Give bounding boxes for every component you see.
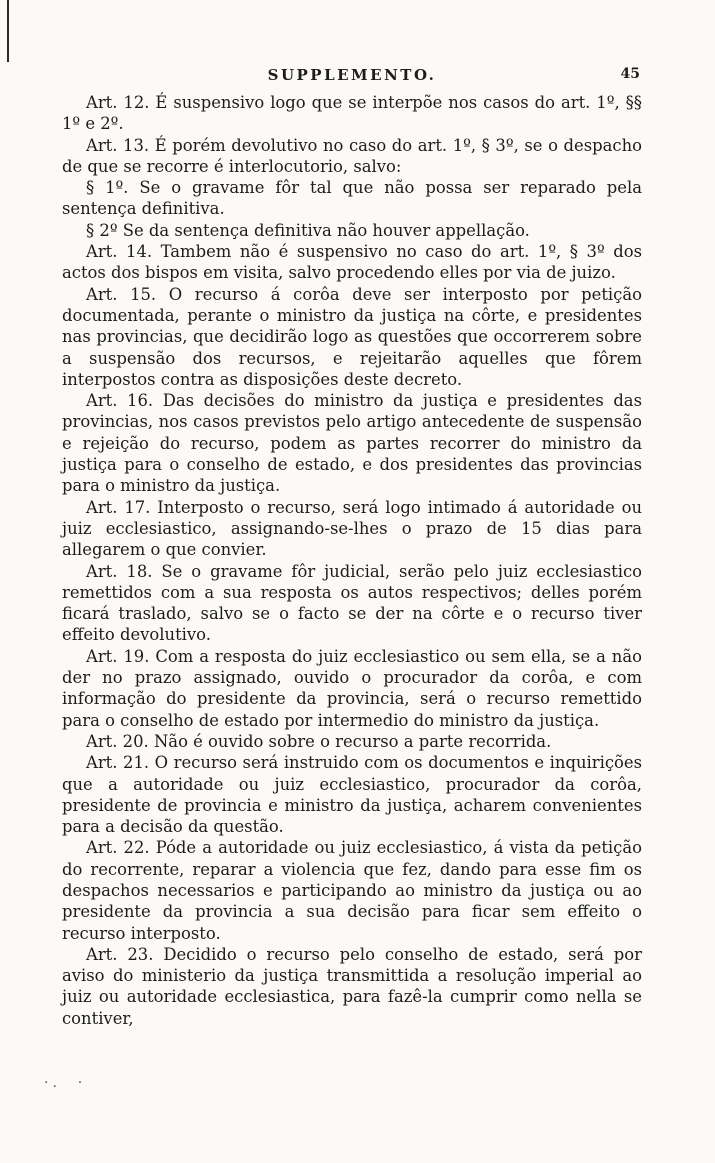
- running-header: [62, 66, 642, 88]
- article-18: Art. 18. Se o gravame fôr judicial, serão pelo juiz ecclesiastico remettidos com a sua resposta os autos respectivos; delles porém ficará traslado, salvo se o facto se der na côrte e o recurso tiver effeito devolutivo.: [62, 561, 642, 645]
- article-19: Art. 19. Com a resposta do juiz ecclesiastico ou sem ella, se a não der no prazo assignado, ouvido o procurador da corôa, e com informação do presidente da provincia, será o recurso remettido para o conselho de estado por intermedio do ministro da justiça.: [62, 646, 642, 730]
- article-21: Art. 21. O recurso será instruido com os documentos e inquirições que a autoridade ou juiz ecclesiastico, procurador da corôa, presidente de provincia e ministro da justiça, acharem convenientes para a decisão da questão.: [62, 753, 642, 837]
- article-13: Art. 13. É porém devolutivo no caso do art. 1º, § 3º, se o despacho de que se recorre é interlocutorio, salvo:: [62, 135, 642, 176]
- article-22: Art. 22. Póde a autoridade ou juiz ecclesiastico, á vista da petição do recorrente, reparar a violencia que fez, dando para esse fim os despachos necessarios e participando ao ministro da justiça ou ao presidente da provincia a sua decisão para ficar sem effeito o recurso interposto.: [62, 838, 642, 943]
- article-15: Art. 15. O recurso á corôa deve ser interposto por petição documentada, perante o ministro da justiça na côrte, e presidentes nas provincias, que decidirão logo as questões que occorrerem sobre a suspensão dos recursos, e rejeitarão aquelles que fôrem interpostos contra as disposições deste decreto.: [62, 284, 642, 389]
- article-14: Art. 14. Tambem não é suspensivo no caso do art. 1º, § 3º dos actos dos bispos em visita, salvo procedendo elles por via de juizo.: [62, 242, 642, 283]
- page-specks: ·. ·: [44, 1075, 87, 1091]
- article-13-section-1: § 1º. Se o gravame fôr tal que não possa ser reparado pela sentença definitiva.: [62, 178, 642, 219]
- article-23: Art. 23. Decidido o recurso pelo conselho de estado, será por aviso do ministerio da justiça transmittida a resolução imperial ao juiz ou autoridade ecclesiastica, para fazê-la cumprir como nella se contiver,: [62, 944, 642, 1028]
- document-page: [62, 66, 642, 1029]
- article-13-section-2: § 2º Se da sentença definitiva não houver appellação.: [86, 220, 530, 240]
- page-title: SUPPLEMENTO.: [267, 66, 437, 84]
- article-12: Art. 12. É suspensivo logo que se interpõe nos casos do art. 1º, §§ 1º e 2º.: [62, 93, 642, 134]
- article-17: Art. 17. Interposto o recurso, será logo intimado á autoridade ou juiz ecclesiastico, assignando-se-lhes o prazo de 15 dias para allegarem o que convier.: [62, 497, 642, 560]
- page-number: 45: [620, 66, 640, 82]
- page-edge-mark: [7, 0, 9, 62]
- article-16: Art. 16. Das decisões do ministro da justiça e presidentes das provincias, nos casos previstos pelo artigo antecedente de suspensão e rejeição do recurso, podem as partes recorrer do ministro da justiça para o conselho de estado, e dos presidentes das provincias para o ministro da justiça.: [62, 391, 642, 496]
- article-20: Art. 20. Não é ouvido sobre o recurso a parte recorrida.: [86, 731, 552, 751]
